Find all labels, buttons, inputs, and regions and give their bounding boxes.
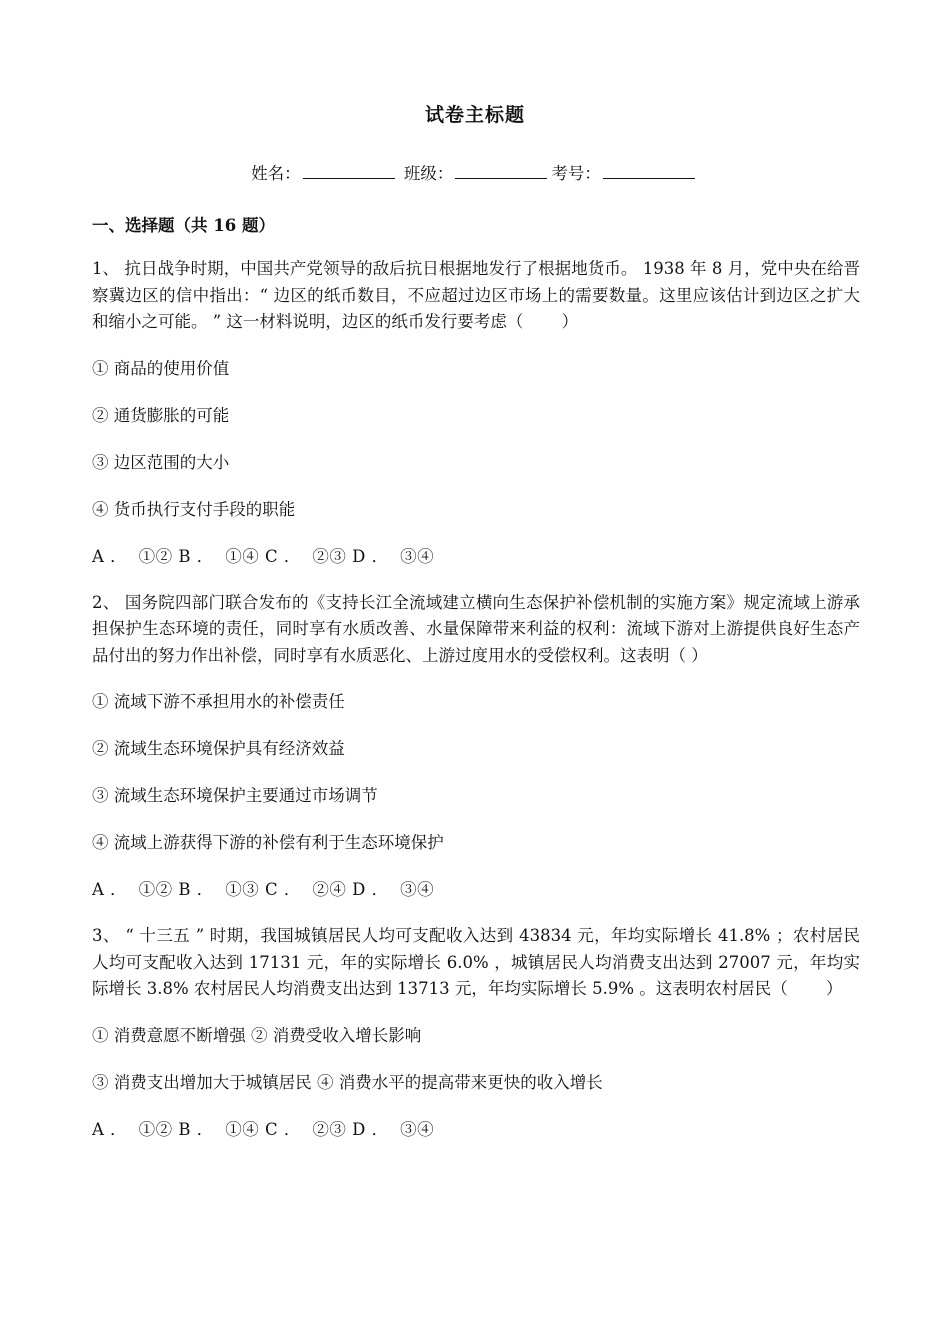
option-item: ③ 边区范围的大小	[92, 452, 230, 472]
name-label: 姓名：	[251, 164, 301, 183]
option-item: ③ 流域生态环境保护主要通过市场调节	[92, 786, 378, 805]
option-item: ① 商品的使用价值	[92, 358, 230, 378]
question-stem: 1、 抗日战争时期，中国共产党领导的敌后抗日根据地发行了根据地货币。 1938 年 8 月，党中央在给晋察冀边区的信中指出：“ 边区的纸币数目，不应超过边区市场上的需要数量。这里应该估计到边区之扩大和缩小之可能。 ” 这一材料说明，边区的纸币发行要考虑（ ）	[92, 259, 860, 331]
option-item: ① 流域下游不承担用水的补偿责任	[92, 692, 345, 711]
student-info-line	[0, 160, 950, 184]
option-item: ④ 货币执行支付手段的职能	[92, 499, 296, 519]
option-item: ① 消费意愿不断增强 ② 消费受收入增长影响	[92, 1025, 422, 1045]
option-item: ④ 流域上游获得下游的补偿有利于生态环境保护	[92, 833, 444, 852]
question-stem: 2、 国务院四部门联合发布的《支持长江全流域建立横向生态保护补偿机制的实施方案》规定流域上游承担保护生态环境的责任，同时享有水质改善、水量保障带来利益的权利：流域下游对上游提供良好生态产品付出的努力作出补偿，同时享有水质恶化、上游过度用水的受偿权利。这表明（ ）	[92, 592, 860, 665]
id-blank	[603, 164, 695, 179]
class-label: 班级：	[403, 164, 454, 183]
answer-choices: A ． ①② B ． ①④ C ． ②③ D ． ③④	[92, 1119, 435, 1139]
id-label: 考号：	[551, 164, 601, 183]
option-item: ② 通货膨胀的可能	[92, 405, 230, 425]
questions-list	[92, 256, 860, 1163]
option-item: ② 流域生态环境保护具有经济效益	[92, 739, 345, 758]
class-blank	[455, 164, 547, 179]
answer-choices: A ． ①② B ． ①③ C ． ②④ D ． ③④	[92, 880, 435, 899]
question-1	[92, 256, 860, 570]
section-title: 一、选择题（共 16 题）	[92, 216, 275, 235]
name-blank	[303, 164, 395, 179]
question-2	[92, 590, 860, 904]
answer-choices: A ． ①② B ． ①④ C ． ②③ D ． ③④	[92, 546, 435, 566]
question-3	[92, 923, 860, 1143]
page-title: 试卷主标题	[424, 104, 525, 126]
question-stem: 3、 “ 十三五 ” 时期，我国城镇居民人均可支配收入达到 43834 元，年均实际增长 41.8% ；农村居民人均可支配收入达到 17131 元，年的实际增长 6.0% ，城镇居民人均消费支出达到 27007 元，年均实际增长 3.8% 农村居民人均消费支出达到 13713 元，年均实际增长 5.9% 。这表明农村居民（ ）	[92, 926, 860, 998]
option-item: ③ 消费支出增加大于城镇居民 ④ 消费水平的提高带来更快的收入增长	[92, 1072, 603, 1092]
